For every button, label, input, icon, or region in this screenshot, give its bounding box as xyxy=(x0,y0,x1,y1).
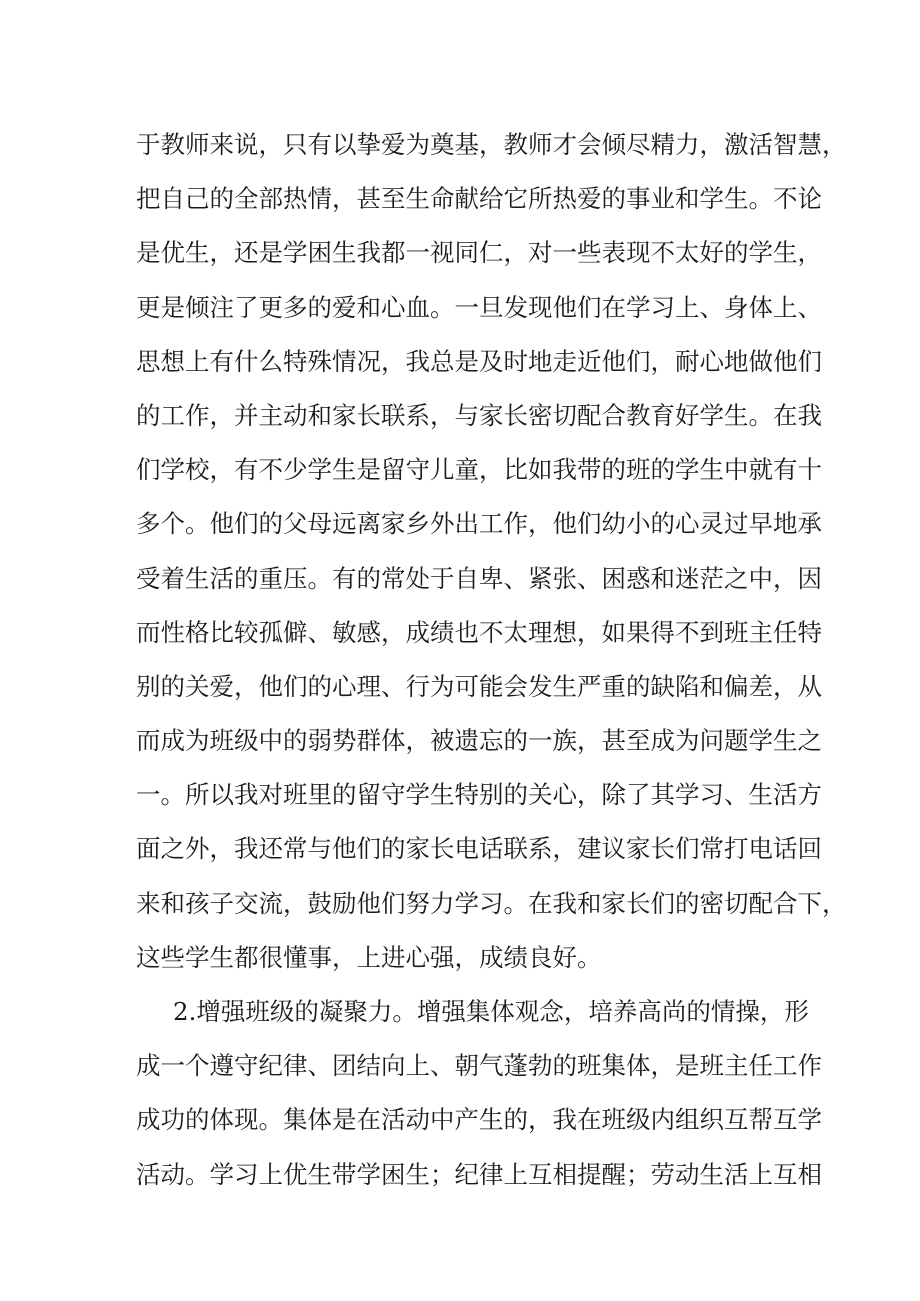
document-body xyxy=(136,118,847,1202)
text-line: 的工作，并主动和家长联系，与家长密切配合教育好学生。在我 xyxy=(136,400,822,430)
text-line: 2.增强班级的凝聚力。增强集体观念，培养高尚的情操，形 xyxy=(173,997,809,1026)
paragraph-2 xyxy=(136,985,822,1202)
text-line: 成一个遵守纪律、团结向上、朝气蓬勃的班集体，是班主任工作 xyxy=(136,1051,822,1081)
text-line: 而性格比较孤僻、敏感，成绩也不太理想，如果得不到班主任特 xyxy=(136,617,822,647)
text-line: 思想上有什么特殊情况，我总是及时地走近他们，耐心地做他们 xyxy=(136,346,822,376)
text-line: 于教师来说，只有以挚爱为奠基，教师才会倾尽精力，激活智慧， xyxy=(136,130,847,159)
text-line: 受着生活的重压。有的常处于自卑、紧张、困惑和迷茫之中，因 xyxy=(136,563,822,593)
text-line: 是优生，还是学困生我都一视同仁，对一些表现不太好的学生， xyxy=(136,238,822,268)
text-line: 更是倾注了更多的爱和心血。一旦发现他们在学习上、身体上、 xyxy=(136,292,822,322)
text-line: 而成为班级中的弱势群体，被遗忘的一族，甚至成为问题学生之 xyxy=(136,726,822,756)
text-line: 一。所以我对班里的留守学生特别的关心，除了其学习、生活方 xyxy=(136,780,822,810)
text-line: 们学校，有不少学生是留守儿童，比如我带的班的学生中就有十 xyxy=(136,455,822,485)
text-line: 多个。他们的父母远离家乡外出工作，他们幼小的心灵过早地承 xyxy=(136,509,822,539)
text-line: 活动。学习上优生带学困生；纪律上互相提醒；劳动生活上互相 xyxy=(136,1159,822,1189)
text-line: 别的关爱，他们的心理、行为可能会发生严重的缺陷和偏差，从 xyxy=(136,671,822,701)
text-line: 来和孩子交流，鼓励他们努力学习。在我和家长们的密切配合下， xyxy=(136,888,847,918)
text-line: 成功的体现。集体是在活动中产生的，我在班级内组织互帮互学 xyxy=(136,1105,822,1135)
text-line: 面之外，我还常与他们的家长电话联系，建议家长们常打电话回 xyxy=(136,834,822,864)
text-line: 这些学生都很懂事，上进心强，成绩良好。 xyxy=(136,942,602,972)
paragraph-1 xyxy=(136,118,847,985)
text-line: 把自己的全部热情，甚至生命献给它所热爱的事业和学生。不论 xyxy=(136,184,822,214)
